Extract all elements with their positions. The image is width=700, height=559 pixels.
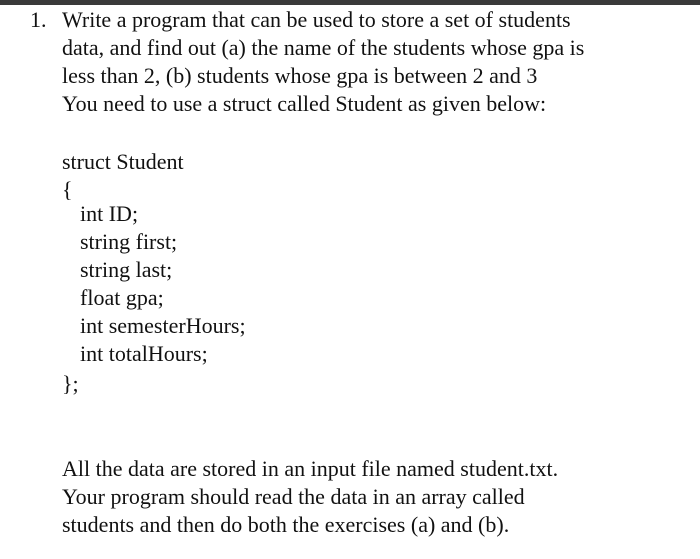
struct-field: float gpa; xyxy=(80,285,164,310)
question-line-1: Write a program that can be used to store a set of students xyxy=(62,7,571,32)
struct-field: int semesterHours; xyxy=(80,313,246,338)
struct-field: int ID; xyxy=(80,201,139,226)
footer-line-2: Your program should read the data in an array called xyxy=(62,484,525,509)
struct-close-brace: }; xyxy=(62,371,79,396)
struct-open-brace: { xyxy=(62,177,73,202)
footer-line-1: All the data are stored in an input file named student.txt. xyxy=(62,456,559,481)
question-line-3: less than 2, (b) students whose gpa is between 2 and 3 xyxy=(62,63,538,88)
footer-line-3: students and then do both the exercises (a) and (b). xyxy=(62,512,510,537)
struct-field: int totalHours; xyxy=(80,341,208,366)
top-border xyxy=(0,0,700,5)
struct-field: string first; xyxy=(80,229,178,254)
question-line-2: data, and find out (a) the name of the students whose gpa is xyxy=(62,35,585,60)
struct-field: string last; xyxy=(80,257,173,282)
struct-header: struct Student xyxy=(62,149,184,174)
question-number: 1. xyxy=(30,7,47,32)
question-line-4: You need to use a struct called Student as given below: xyxy=(62,91,547,116)
